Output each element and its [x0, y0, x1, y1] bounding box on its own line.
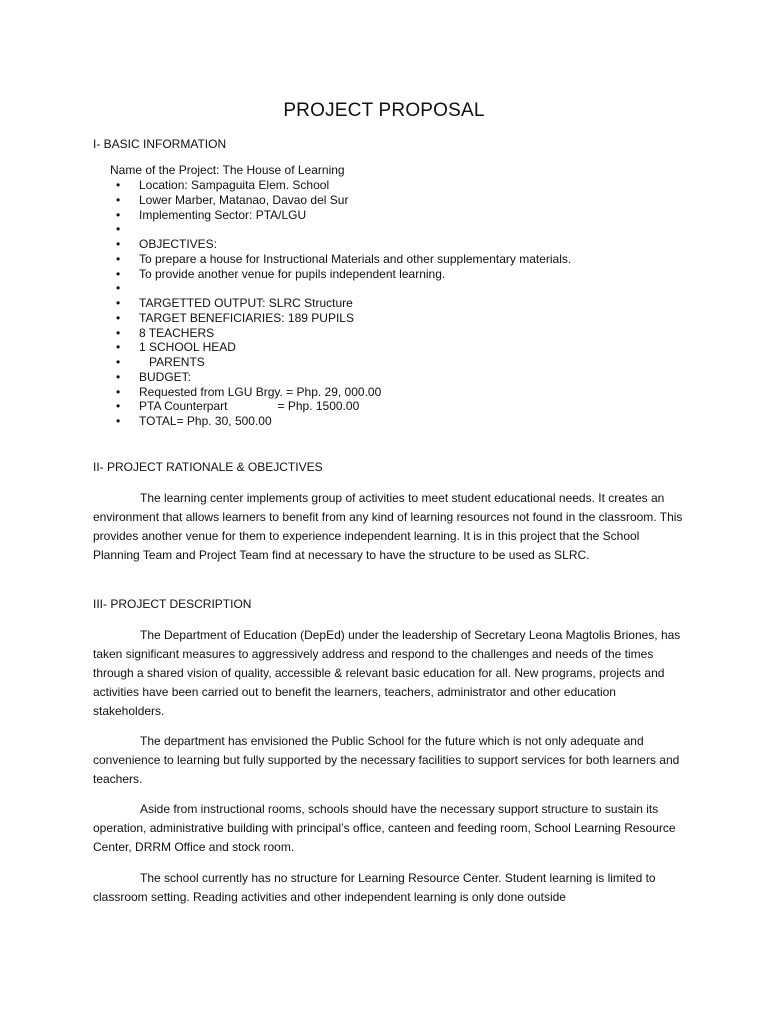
- section-heading-basic-information: I- BASIC INFORMATION: [93, 137, 227, 151]
- list-item: • TARGETTED OUTPUT: SLRC Structure: [116, 296, 353, 310]
- list-item: • 1 SCHOOL HEAD: [116, 340, 236, 355]
- description-paragraph-4: The school currently has no structure for Learning Resource Center. Student learning is limited to classroom setting. Reading activities and other independent learning is only done outside: [93, 871, 656, 904]
- description-paragraph-3: Aside from instructional rooms, schools should have the necessary support structure to sustain its operation, administrative building with principal’s office, canteen and feeding room, School Learning Resource Center, DRRM Office and stock room.: [93, 802, 676, 854]
- list-item: • To provide another venue for pupils independent learning.: [116, 266, 446, 281]
- list-item: • PARENTS: [116, 355, 205, 369]
- list-item: • BUDGET:: [116, 369, 192, 384]
- list-item: • OBJECTIVES:: [116, 237, 218, 251]
- list-item: • Implementing Sector: PTA/LGU: [116, 207, 307, 222]
- list-item: [110, 222, 571, 237]
- bullet-icon: •: [116, 325, 121, 340]
- bullet-icon: •: [116, 207, 121, 222]
- list-item: • Location: Sampaguita Elem. School: [116, 178, 330, 192]
- basic-info-bullet-list: [110, 178, 571, 429]
- bullet-icon: •: [116, 414, 121, 428]
- page-title: PROJECT PROPOSAL: [283, 100, 485, 121]
- bullet-icon: •: [116, 237, 121, 251]
- bullet-icon: •: [116, 296, 121, 310]
- list-item: • PTA Counterpart = Php. 1500.00: [116, 399, 360, 414]
- list-item: • To prepare a house for Instructional Materials and other supplementary materials.: [116, 251, 572, 266]
- section-heading-project-description: III- PROJECT DESCRIPTION: [93, 597, 252, 611]
- description-paragraph-2: The department has envisioned the Public School for the future which is not only adequate and convenience to learning but fully supported by the necessary facilities to support services for both learners and teachers.: [93, 734, 680, 786]
- list-item: [110, 281, 571, 296]
- bullet-icon: •: [116, 340, 121, 355]
- section-heading-project-rationale: II- PROJECT RATIONALE & OBEJCTIVES: [93, 460, 323, 474]
- bullet-icon: •: [116, 192, 121, 207]
- list-item: • TOTAL= Php. 30, 500.00: [116, 414, 272, 428]
- bullet-icon: •: [116, 369, 121, 384]
- bullet-icon: •: [116, 399, 121, 414]
- list-item: • 8 TEACHERS: [116, 325, 215, 340]
- description-paragraph-1: The Department of Education (DepEd) under the leadership of Secretary Leona Magtolis Briones, has taken significant measures to aggressively address and respond to the challenges and needs of the times through a shared vision of quality, accessible & relevant basic education for all. New programs, projects and activities have been carried out to benefit the learners, teachers, administrator and other education stakeholders.: [93, 628, 681, 718]
- rationale-paragraph: The learning center implements group of activities to meet student educational needs. It creates an environment that allows learners to benefit from any kind of learning resources not found in the classroom. This provides another venue for them to experience independent learning. It is in this project that the School Planning Team and Project Team find at necessary to have the structure to be used as SLRC.: [93, 491, 683, 562]
- bullet-icon: •: [116, 384, 121, 399]
- bullet-icon: •: [116, 222, 121, 237]
- project-name: Name of the Project: The House of Learning: [110, 163, 345, 177]
- bullet-icon: •: [116, 355, 121, 369]
- bullet-icon: •: [116, 281, 121, 296]
- list-item: • Lower Marber, Matanao, Davao del Sur: [116, 192, 349, 207]
- bullet-icon: •: [116, 178, 121, 192]
- list-item: • Requested from LGU Brgy. = Php. 29, 000.00: [116, 384, 382, 399]
- bullet-icon: •: [116, 310, 121, 325]
- list-item: • TARGET BENEFICIARIES: 189 PUPILS: [116, 310, 354, 325]
- bullet-icon: •: [116, 251, 121, 266]
- bullet-icon: •: [116, 266, 121, 281]
